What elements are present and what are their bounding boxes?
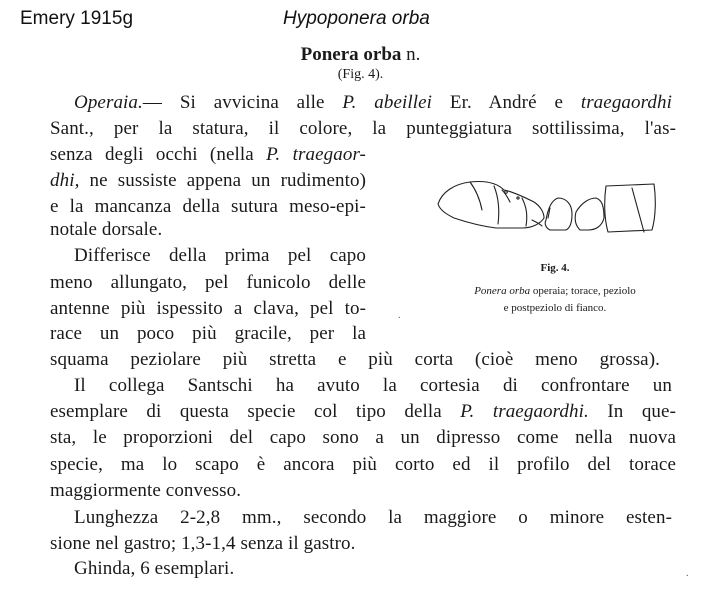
figure-label: Fig. 4.: [540, 262, 570, 274]
text-line-1-e: traegaordhi: [580, 92, 672, 113]
citation-label: Emery 1915g: [20, 8, 134, 29]
text-line-4-a: dhi,: [50, 170, 80, 191]
text-line-1-a: Operaia.: [74, 92, 143, 113]
text-line-1: [74, 92, 672, 114]
text-line-16: maggiormente convesso.: [50, 480, 242, 501]
text-line-3-a: senza degli occhi (nella: [50, 144, 267, 165]
text-line-7: Differisce della prima pel capo: [74, 245, 366, 266]
text-line-4-b: ne sussiste appena un rudimento): [79, 170, 366, 191]
text-line-8: meno allungato, pel funicolo delle: [50, 272, 366, 293]
figure-reference: (Fig. 4).: [337, 67, 384, 82]
text-line-14: sta, le proporzioni del capo sono a un dipresso come nella nuova: [50, 427, 676, 448]
text-line-3: [50, 144, 366, 166]
stray-mark: .: [398, 310, 401, 321]
text-line-19: Ghinda, 6 esemplari.: [74, 558, 235, 579]
title-species: orba: [363, 44, 402, 65]
text-line-3-b: P. traegaor-: [266, 144, 366, 165]
ant-profile-illustration: [436, 178, 658, 240]
text-line-1-b: — Si avvicina alle: [142, 92, 343, 113]
text-line-10: race un poco più gracile, per la: [50, 323, 366, 344]
text-line-13-a: esemplare di questa specie col tipo della: [50, 401, 461, 422]
taxon-label: Hypoponera orba: [283, 8, 430, 29]
title-genus: Ponera: [300, 44, 359, 65]
text-line-4: [50, 170, 366, 192]
text-line-1-d: Er. André e: [432, 92, 581, 113]
text-line-13-b: P. traegaordhi.: [460, 401, 589, 422]
text-line-2: Sant., per la statura, il colore, la punteggiatura sottilissima, l'as-: [50, 118, 676, 139]
figure-caption: [410, 283, 700, 317]
text-line-11: squama peziolare più stretta e più corta (cioè meno grossa).: [50, 349, 660, 370]
species-title: [0, 44, 721, 66]
text-line-6: notale dorsale.: [50, 219, 163, 240]
figure-caption-line2: e postpeziolo di fianco.: [503, 302, 607, 314]
figure-caption-species: Ponera orba: [474, 285, 531, 297]
text-line-13-c: In que-: [588, 401, 676, 422]
text-line-5: e la mancanza della sutura meso-epi-: [50, 196, 366, 217]
text-line-18: sione nel gastro; 1,3-1,4 senza il gastro.: [50, 533, 356, 554]
text-line-13: [50, 401, 676, 423]
title-suffix: n.: [406, 44, 421, 65]
figure-caption-line1: operaia; torace, peziolo: [530, 285, 636, 297]
text-line-1-c: P. abeillei: [342, 92, 433, 113]
text-line-12: Il collega Santschi ha avuto la cortesia di confrontare un: [74, 375, 672, 396]
text-line-15: specie, ma lo scapo è ancora più corto ed il profilo del torace: [50, 454, 676, 475]
text-line-17: Lunghezza 2-2,8 mm., secondo la maggiore o minore esten-: [74, 507, 672, 528]
stray-mark: .: [686, 568, 689, 579]
text-line-9: antenne più ispessito a clava, pel to-: [50, 298, 366, 319]
